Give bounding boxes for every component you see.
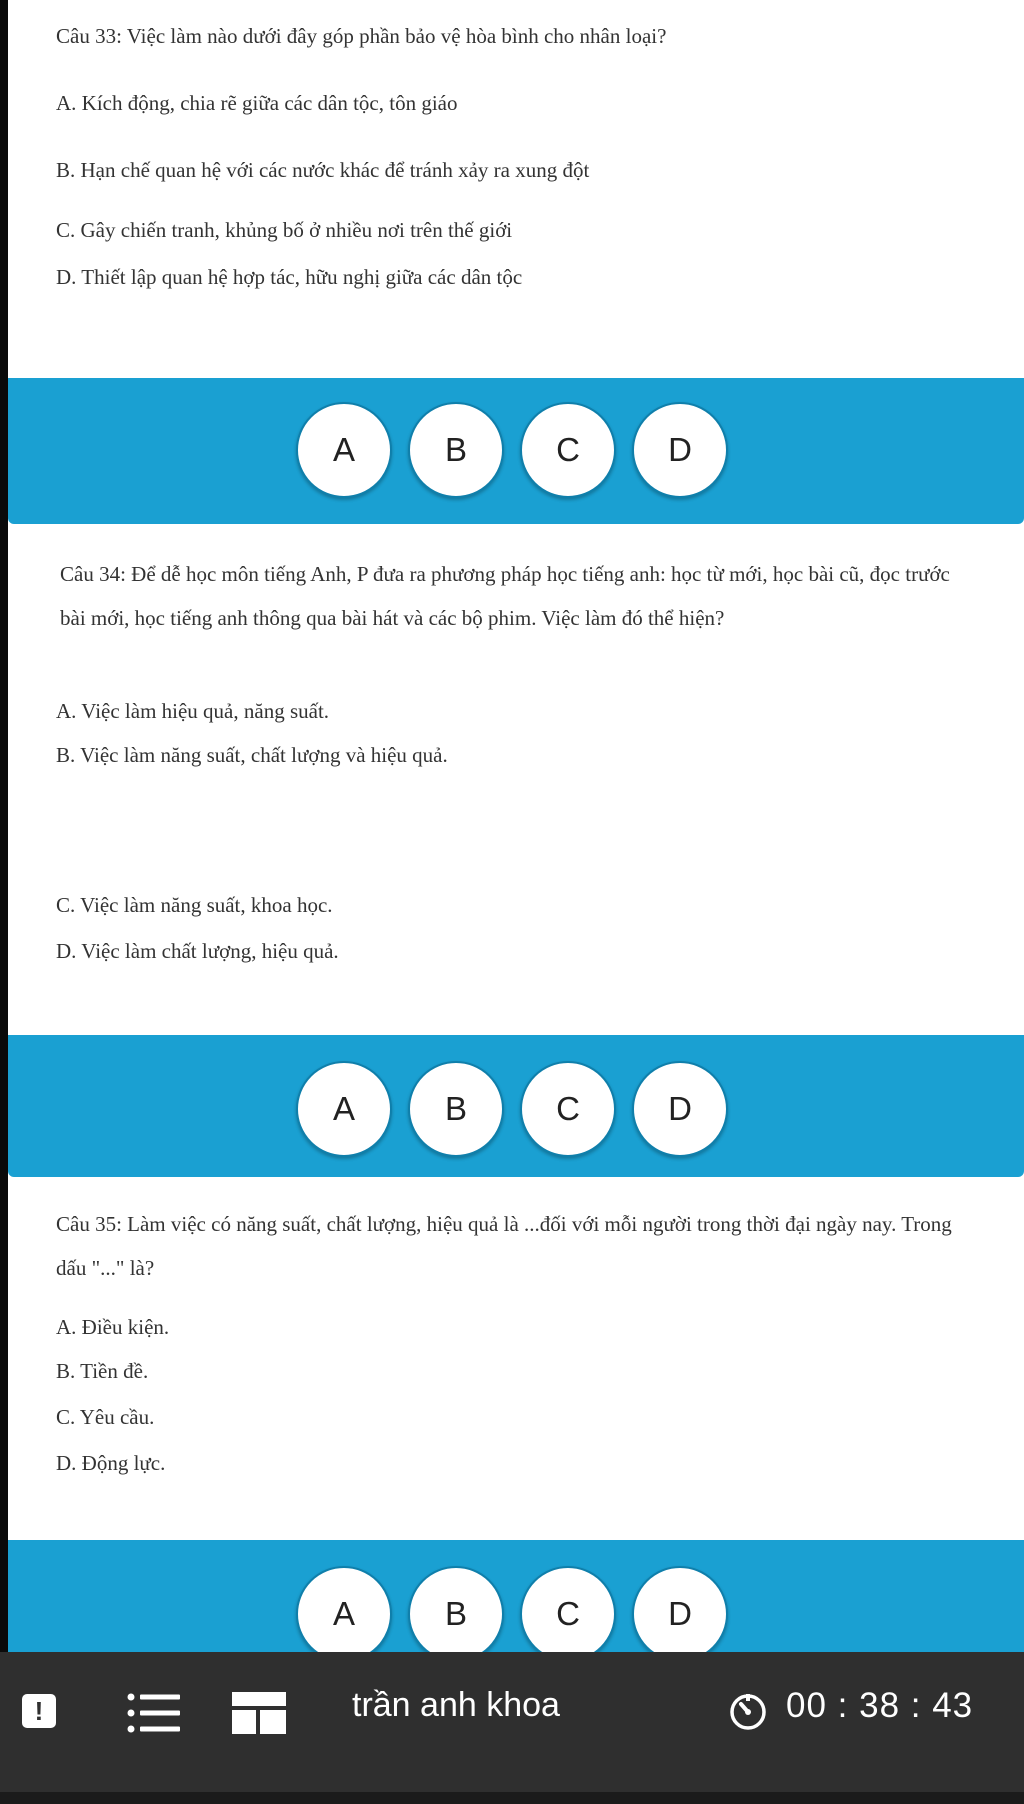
question-33-option-a: A. Kích động, chia rẽ giữa các dân tộc, tôn giáo <box>56 91 458 115</box>
alert-icon[interactable]: ! <box>22 1694 56 1728</box>
answer-34-b-button[interactable]: B <box>408 1061 504 1157</box>
list-icon[interactable] <box>126 1690 182 1736</box>
bottom-edge <box>0 1792 1024 1804</box>
exam-timer: 00 : 38 : 43 <box>786 1686 974 1725</box>
user-name: trần anh khoa <box>352 1686 560 1724</box>
answer-33-a-button[interactable]: A <box>296 402 392 498</box>
answer-band-35 <box>8 1540 1024 1652</box>
question-35-option-d: D. Động lực. <box>56 1451 166 1475</box>
bottom-toolbar <box>0 1652 1024 1804</box>
answer-34-c-button[interactable]: C <box>520 1061 616 1157</box>
question-33-title: Câu 33: Việc làm nào dưới đây góp phần bảo vệ hòa bình cho nhân loại? <box>56 24 667 48</box>
question-34-option-c: C. Việc làm năng suất, khoa học. <box>56 893 333 917</box>
answer-bubbles-33 <box>296 402 736 498</box>
question-34-title: Câu 34: Để dễ học môn tiếng Anh, P đưa ra phương pháp học tiếng anh: học từ mới, học bài cũ, đọc trước bài mới, học tiếng anh thông qua bài hát và các bộ phim. Việc làm đó thể hiện? <box>60 562 950 630</box>
question-33-option-c: C. Gây chiến tranh, khủng bố ở nhiều nơi trên thế giới <box>56 218 513 242</box>
answer-bubbles-34 <box>296 1061 736 1157</box>
question-33 <box>8 0 1024 378</box>
answer-35-c-button[interactable]: C <box>520 1566 616 1662</box>
question-34-option-a: A. Việc làm hiệu quả, năng suất. <box>56 699 330 723</box>
question-35 <box>8 1192 1024 1540</box>
answer-bubbles-35 <box>296 1566 736 1662</box>
timer-icon <box>728 1692 768 1732</box>
question-35-option-a: A. Điều kiện. <box>56 1315 170 1339</box>
answer-34-d-button[interactable]: D <box>632 1061 728 1157</box>
layout-icon[interactable] <box>232 1692 286 1734</box>
answer-band-34 <box>8 1035 1024 1177</box>
answer-35-b-button[interactable]: B <box>408 1566 504 1662</box>
question-35-title: Câu 35: Làm việc có năng suất, chất lượng, hiệu quả là ...đối với mỗi người trong thời đại ngày nay. Trong dấu "..." là? <box>56 1212 952 1280</box>
answer-band-33 <box>8 378 1024 524</box>
question-33-option-d: D. Thiết lập quan hệ hợp tác, hữu nghị giữa các dân tộc <box>56 265 523 289</box>
question-34 <box>8 540 1024 1035</box>
answer-33-d-button[interactable]: D <box>632 402 728 498</box>
answer-33-b-button[interactable]: B <box>408 402 504 498</box>
answer-33-c-button[interactable]: C <box>520 402 616 498</box>
question-34-option-d: D. Việc làm chất lượng, hiệu quả. <box>56 939 339 963</box>
question-34-option-b: B. Việc làm năng suất, chất lượng và hiệu quả. <box>56 743 448 767</box>
question-35-option-b: B. Tiền đề. <box>56 1359 149 1383</box>
exam-page <box>8 0 1024 1804</box>
question-35-option-c: C. Yêu cầu. <box>56 1405 155 1429</box>
answer-34-a-button[interactable]: A <box>296 1061 392 1157</box>
question-33-option-b: B. Hạn chế quan hệ với các nước khác để tránh xảy ra xung đột <box>56 158 590 182</box>
answer-35-d-button[interactable]: D <box>632 1566 728 1662</box>
answer-35-a-button[interactable]: A <box>296 1566 392 1662</box>
